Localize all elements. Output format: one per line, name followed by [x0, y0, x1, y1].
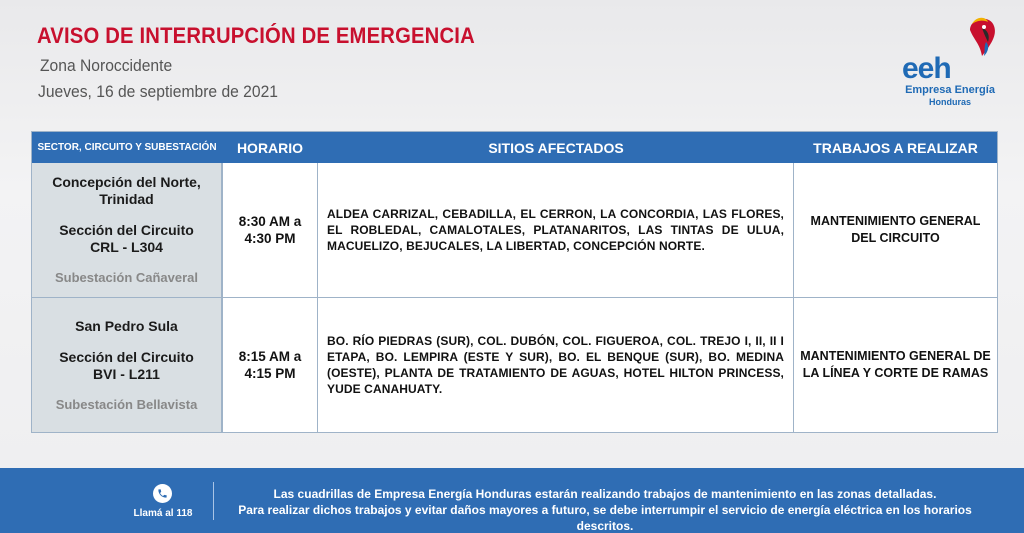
sector-name-line1: Concepción del Norte, [52, 174, 201, 190]
trabajos-line2: LA LÍNEA Y CORTE DE RAMAS [802, 366, 989, 380]
table-header [32, 132, 997, 163]
sitios-text: BO. RÍO PIEDRAS (SUR), COL. DUBÓN, COL. FIGUEROA, COL. TREJO I, II, II I ETAPA, BO. LEMPIRA (ESTE Y SUR), BO. EL BENQUE (SUR), BO. MEDINA (OESTE), PLANTA DE TRATAMIENTO DE AGUAS, HOTEL HILTON PRINCESS, YUDE CANAHUATY. [327, 334, 784, 396]
header-sitios: SITIOS AFECTADOS [488, 139, 624, 156]
table-row [32, 298, 997, 432]
table-row [32, 163, 997, 298]
footer-line1: Las cuadrillas de Empresa Energía Honduras estarán realizando trabajos de mantenimiento en las zonas detalladas. [273, 487, 937, 501]
zone-subtitle: Zona Noroccidente [40, 56, 173, 75]
horario-cell [222, 298, 318, 432]
header-horario: HORARIO [236, 139, 304, 156]
sitios-cell [318, 163, 794, 298]
trabajos-line2: DEL CIRCUITO [851, 231, 940, 245]
sitios-text: ALDEA CARRIZAL, CEBADILLA, EL CERRON, LA CONCORDIA, LAS FLORES, EL ROBLEDAL, CAMALOTALES, PLATANARITOS, LAS TINTAS DE ULUA, MACUELIZO, BEJUCALES, LA LIBERTAD, CONCEPCIÓN NORTE. [327, 207, 784, 253]
sitios-cell [318, 298, 794, 432]
footer-line2: Para realizar dichos trabajos y evitar daños mayores a futuro, se debe interrumpir el servicio de energía eléctrica en los horarios descritos. [238, 503, 972, 533]
outage-table [31, 131, 998, 433]
eeh-logo [898, 12, 1002, 107]
logo-country: Honduras [928, 97, 971, 107]
date-subtitle: Jueves, 16 de septiembre de 2021 [38, 82, 278, 101]
sector-name-line1: San Pedro Sula [75, 317, 178, 334]
header-trabajos: TRABAJOS A REALIZAR [813, 139, 978, 156]
substation-name: Subestación Cañaveral [54, 270, 199, 285]
logo-wordmark: eeh [902, 52, 951, 85]
horario-end: 4:30 PM [244, 231, 296, 246]
circuit-label: Sección del Circuito [59, 348, 194, 365]
trabajos-cell [794, 298, 997, 432]
substation-name: Subestación Bellavista [55, 396, 198, 412]
sector-cell [32, 298, 222, 432]
sector-name-line2: Trinidad [99, 191, 154, 207]
trabajos-line1: MANTENIMIENTO GENERAL DE [800, 349, 991, 363]
circuit-code: CRL - L304 [90, 239, 163, 255]
footer-divider [213, 482, 214, 520]
circuit-code: BVI - L211 [93, 365, 160, 382]
page-title: AVISO DE INTERRUPCIÓN DE EMERGENCIA [37, 23, 475, 48]
circuit-label: Sección del Circuito [59, 222, 194, 238]
phone-icon[interactable] [153, 484, 172, 503]
trabajos-cell [794, 163, 997, 298]
horario-end: 4:15 PM [244, 366, 296, 381]
horario-cell [222, 163, 318, 298]
logo-company-name: Empresa Energía [905, 84, 995, 96]
footer-banner [0, 468, 1024, 533]
sector-cell [32, 163, 222, 298]
header-sector: SECTOR, CIRCUITO Y SUBESTACIÓN [37, 142, 217, 153]
horario-start: 8:15 AM a [238, 349, 302, 364]
trabajos-line1: MANTENIMIENTO GENERAL [810, 214, 981, 228]
horario-start: 8:30 AM a [238, 214, 302, 229]
footer-message [225, 486, 985, 533]
phone-label[interactable]: Llamá al 118 [133, 508, 193, 519]
